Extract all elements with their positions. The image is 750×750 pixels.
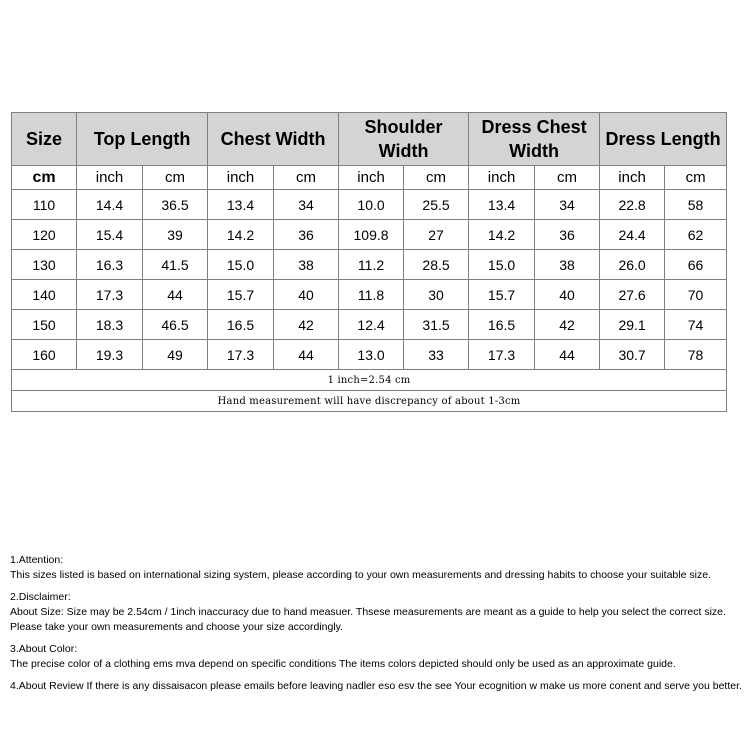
measurement-cell: 25.5 bbox=[404, 190, 469, 220]
size-chart-table bbox=[11, 112, 727, 412]
measurement-cell: 40 bbox=[535, 280, 600, 310]
unit-cell: cm bbox=[274, 166, 339, 190]
measurement-cell: 24.4 bbox=[600, 220, 665, 250]
measurement-cell: 13.4 bbox=[469, 190, 535, 220]
measurement-cell: 36.5 bbox=[143, 190, 208, 220]
note-title: 1.Attention: bbox=[10, 554, 64, 566]
note-item bbox=[10, 642, 745, 672]
measurement-cell: 74 bbox=[665, 310, 727, 340]
measurement-cell: 29.1 bbox=[600, 310, 665, 340]
measurement-cell: 15.7 bbox=[469, 280, 535, 310]
note-item bbox=[10, 553, 745, 583]
discrepancy-note-row bbox=[12, 391, 727, 412]
measurement-cell: 42 bbox=[535, 310, 600, 340]
note-title: 2.Disclaimer: bbox=[10, 591, 71, 603]
measurement-cell: 12.4 bbox=[339, 310, 404, 340]
table-row bbox=[12, 190, 727, 220]
header-chest-width: Chest Width bbox=[208, 113, 339, 166]
measurement-cell: 44 bbox=[535, 340, 600, 370]
measurement-cell: 15.0 bbox=[208, 250, 274, 280]
header-dress-length: Dress Length bbox=[600, 113, 727, 166]
unit-cell: cm bbox=[404, 166, 469, 190]
conversion-note-row bbox=[12, 370, 727, 391]
measurement-cell: 49 bbox=[143, 340, 208, 370]
size-cell: 160 bbox=[12, 340, 77, 370]
header-top-length: Top Length bbox=[77, 113, 208, 166]
discrepancy-note: Hand measurement will have discrepancy of about 1-3cm bbox=[12, 391, 727, 412]
measurement-cell: 78 bbox=[665, 340, 727, 370]
measurement-cell: 10.0 bbox=[339, 190, 404, 220]
table-row bbox=[12, 220, 727, 250]
note-body: About Size: Size may be 2.54cm / 1inch inaccuracy due to hand measuer. Thsese measurements are meant as a guide to help you select the correct size. Please take your own measurements and choose your size accordingly. bbox=[10, 606, 726, 633]
conversion-note: 1 inch=2.54 cm bbox=[12, 370, 727, 391]
measurement-cell: 22.8 bbox=[600, 190, 665, 220]
header-shoulder-width: Shoulder Width bbox=[339, 113, 469, 166]
note-body: This sizes listed is based on international sizing system, please according to your own measurements and dressing habits to choose your suitable size. bbox=[10, 569, 711, 581]
unit-cell: cm bbox=[535, 166, 600, 190]
measurement-cell: 11.8 bbox=[339, 280, 404, 310]
unit-cell: inch bbox=[339, 166, 404, 190]
note-body: 4.About Review If there is any dissaisacon please emails before leaving nadler eso esv the see Your ecognition w make us more conent and serve you better. bbox=[10, 680, 742, 692]
note-body: The precise color of a clothing ems mva depend on specific conditions The items colors depicted should only be used as an approximate guide. bbox=[10, 658, 676, 670]
measurement-cell: 28.5 bbox=[404, 250, 469, 280]
measurement-cell: 44 bbox=[143, 280, 208, 310]
measurement-cell: 46.5 bbox=[143, 310, 208, 340]
size-cell: 120 bbox=[12, 220, 77, 250]
measurement-cell: 14.2 bbox=[208, 220, 274, 250]
measurement-cell: 36 bbox=[274, 220, 339, 250]
measurement-cell: 16.5 bbox=[208, 310, 274, 340]
measurement-cell: 34 bbox=[535, 190, 600, 220]
measurement-cell: 70 bbox=[665, 280, 727, 310]
size-cell: 110 bbox=[12, 190, 77, 220]
measurement-cell: 58 bbox=[665, 190, 727, 220]
measurement-cell: 30.7 bbox=[600, 340, 665, 370]
unit-cell: inch bbox=[77, 166, 143, 190]
measurement-cell: 38 bbox=[535, 250, 600, 280]
measurement-cell: 26.0 bbox=[600, 250, 665, 280]
header-dress-chest-width: Dress Chest Width bbox=[469, 113, 600, 166]
unit-cell: inch bbox=[600, 166, 665, 190]
unit-size: cm bbox=[12, 166, 77, 190]
table-row bbox=[12, 280, 727, 310]
measurement-cell: 15.4 bbox=[77, 220, 143, 250]
size-notes bbox=[10, 553, 745, 701]
measurement-cell: 13.0 bbox=[339, 340, 404, 370]
measurement-cell: 14.4 bbox=[77, 190, 143, 220]
size-cell: 140 bbox=[12, 280, 77, 310]
measurement-cell: 34 bbox=[274, 190, 339, 220]
measurement-cell: 17.3 bbox=[208, 340, 274, 370]
note-title: 3.About Color: bbox=[10, 643, 78, 655]
measurement-cell: 38 bbox=[274, 250, 339, 280]
measurement-cell: 13.4 bbox=[208, 190, 274, 220]
measurement-cell: 14.2 bbox=[469, 220, 535, 250]
measurement-cell: 17.3 bbox=[469, 340, 535, 370]
measurement-cell: 109.8 bbox=[339, 220, 404, 250]
table-row bbox=[12, 340, 727, 370]
measurement-cell: 15.7 bbox=[208, 280, 274, 310]
unit-cell: inch bbox=[208, 166, 274, 190]
measurement-cell: 44 bbox=[274, 340, 339, 370]
size-cell: 150 bbox=[12, 310, 77, 340]
measurement-cell: 33 bbox=[404, 340, 469, 370]
measurement-cell: 66 bbox=[665, 250, 727, 280]
measurement-cell: 40 bbox=[274, 280, 339, 310]
size-cell: 130 bbox=[12, 250, 77, 280]
table-row bbox=[12, 310, 727, 340]
units-row bbox=[12, 166, 727, 190]
measurement-cell: 30 bbox=[404, 280, 469, 310]
measurement-cell: 19.3 bbox=[77, 340, 143, 370]
unit-cell: cm bbox=[665, 166, 727, 190]
measurement-cell: 31.5 bbox=[404, 310, 469, 340]
measurement-cell: 62 bbox=[665, 220, 727, 250]
measurement-cell: 16.3 bbox=[77, 250, 143, 280]
measurement-cell: 11.2 bbox=[339, 250, 404, 280]
measurement-cell: 27 bbox=[404, 220, 469, 250]
header-row bbox=[12, 113, 727, 166]
unit-cell: cm bbox=[143, 166, 208, 190]
measurement-cell: 27.6 bbox=[600, 280, 665, 310]
measurement-cell: 15.0 bbox=[469, 250, 535, 280]
measurement-cell: 42 bbox=[274, 310, 339, 340]
header-size: Size bbox=[12, 113, 77, 166]
measurement-cell: 39 bbox=[143, 220, 208, 250]
measurement-cell: 36 bbox=[535, 220, 600, 250]
note-item bbox=[10, 590, 745, 635]
measurement-cell: 41.5 bbox=[143, 250, 208, 280]
unit-cell: inch bbox=[469, 166, 535, 190]
table-row bbox=[12, 250, 727, 280]
measurement-cell: 16.5 bbox=[469, 310, 535, 340]
size-chart-body bbox=[12, 113, 727, 412]
measurement-cell: 18.3 bbox=[77, 310, 143, 340]
measurement-cell: 17.3 bbox=[77, 280, 143, 310]
note-item bbox=[10, 679, 745, 694]
